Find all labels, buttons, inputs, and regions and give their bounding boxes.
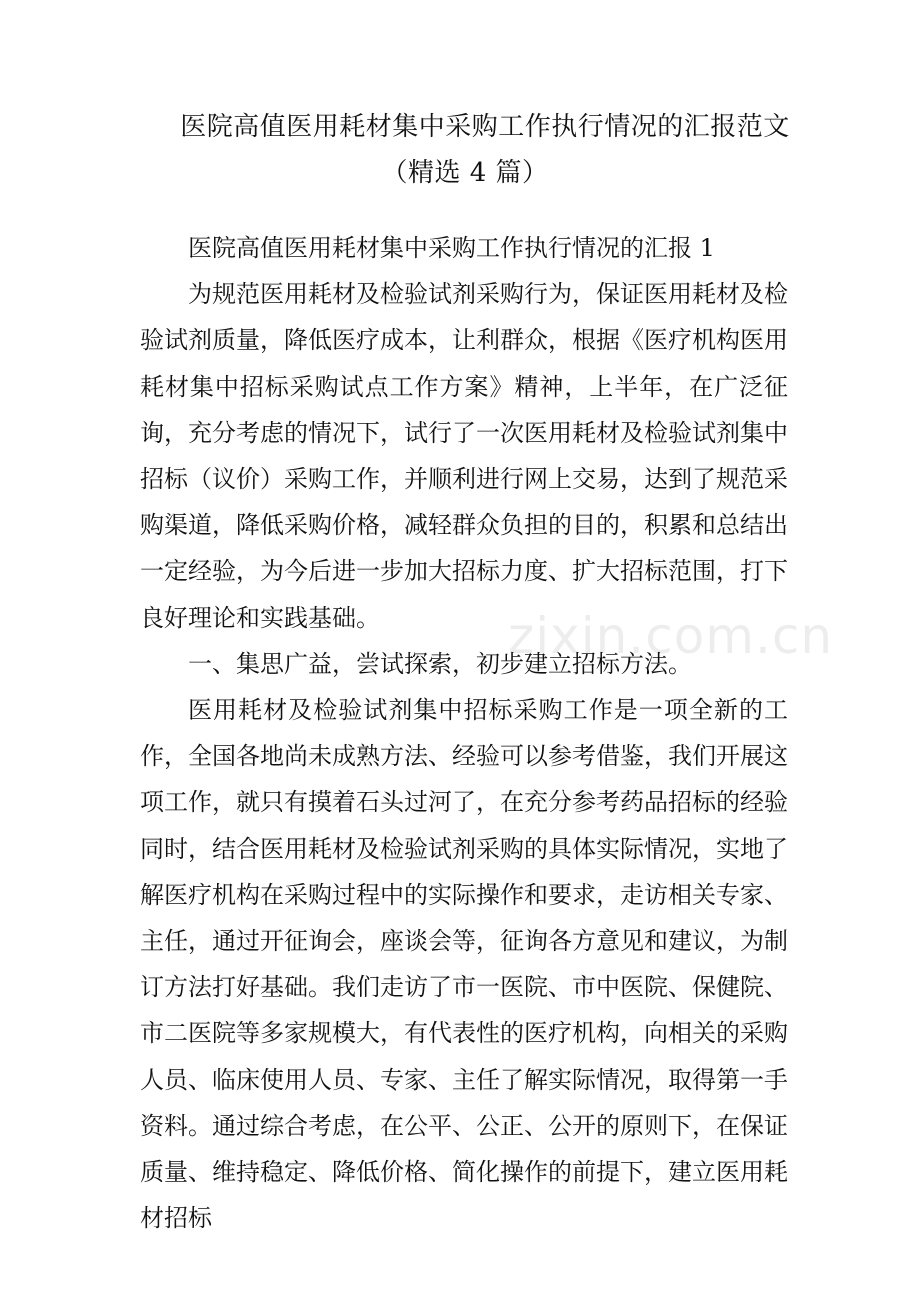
paragraph-method: 医用耗材及检验试剂集中招标采购工作是一项全新的工作，全国各地尚未成熟方法、经验可以参考借鉴，我们开展这项工作，就只有摸着石头过河了，在充分参考药品招标的经验同时，结合医用耗材及检验试剂采购的具体实际情况，实地了解医疗机构在采购过程中的实际操作和要求，走访相关专家、主任，通过开征询会，座谈会等，征询各方意见和建议，为制订方法打好基础。我们走访了市一医院、市中医院、保健院、市二医院等多家规模大，有代表性的医疗机构，向相关的采购人员、临床使用人员、专家、主任了解实际情况，取得第一手资料。通过综合考虑，在公平、公正、公开的原则下，在保证质量、维持稳定、降低价格、简化操作的前提下，建立医用耗材招标 <box>140 696 788 1233</box>
document-subtitle: （精选 4 篇） <box>381 158 549 188</box>
paragraph-heading-one: 一、集思广益，尝试探索，初步建立招标方法。 <box>188 649 692 678</box>
paragraph-intro: 为规范医用耗材及检验试剂采购行为，保证医用耗材及检验试剂质量，降低医疗成本，让利群众，根据《医疗机构医用耗材集中招标采购试点工作方案》精神，上半年，在广泛征询，充分考虑的情况下，试行了一次医用耗材及检验试剂集中招标（议价）采购工作，并顺利进行网上交易，达到了规范采购渠道，降低采购价格，减轻群众负担的目的，积累和总结出一定经验，为今后进一步加大招标力度、扩大招标范围，打下良好理论和实践基础。 <box>140 280 788 632</box>
document-title: 医院高值医用耗材集中采购工作执行情况的汇报范文 <box>180 112 790 142</box>
watermark: zixin.com.cn <box>508 607 834 665</box>
section-heading: 医院高值医用耗材集中采购工作执行情况的汇报 1 <box>188 234 715 262</box>
document-body <box>140 225 788 1241</box>
